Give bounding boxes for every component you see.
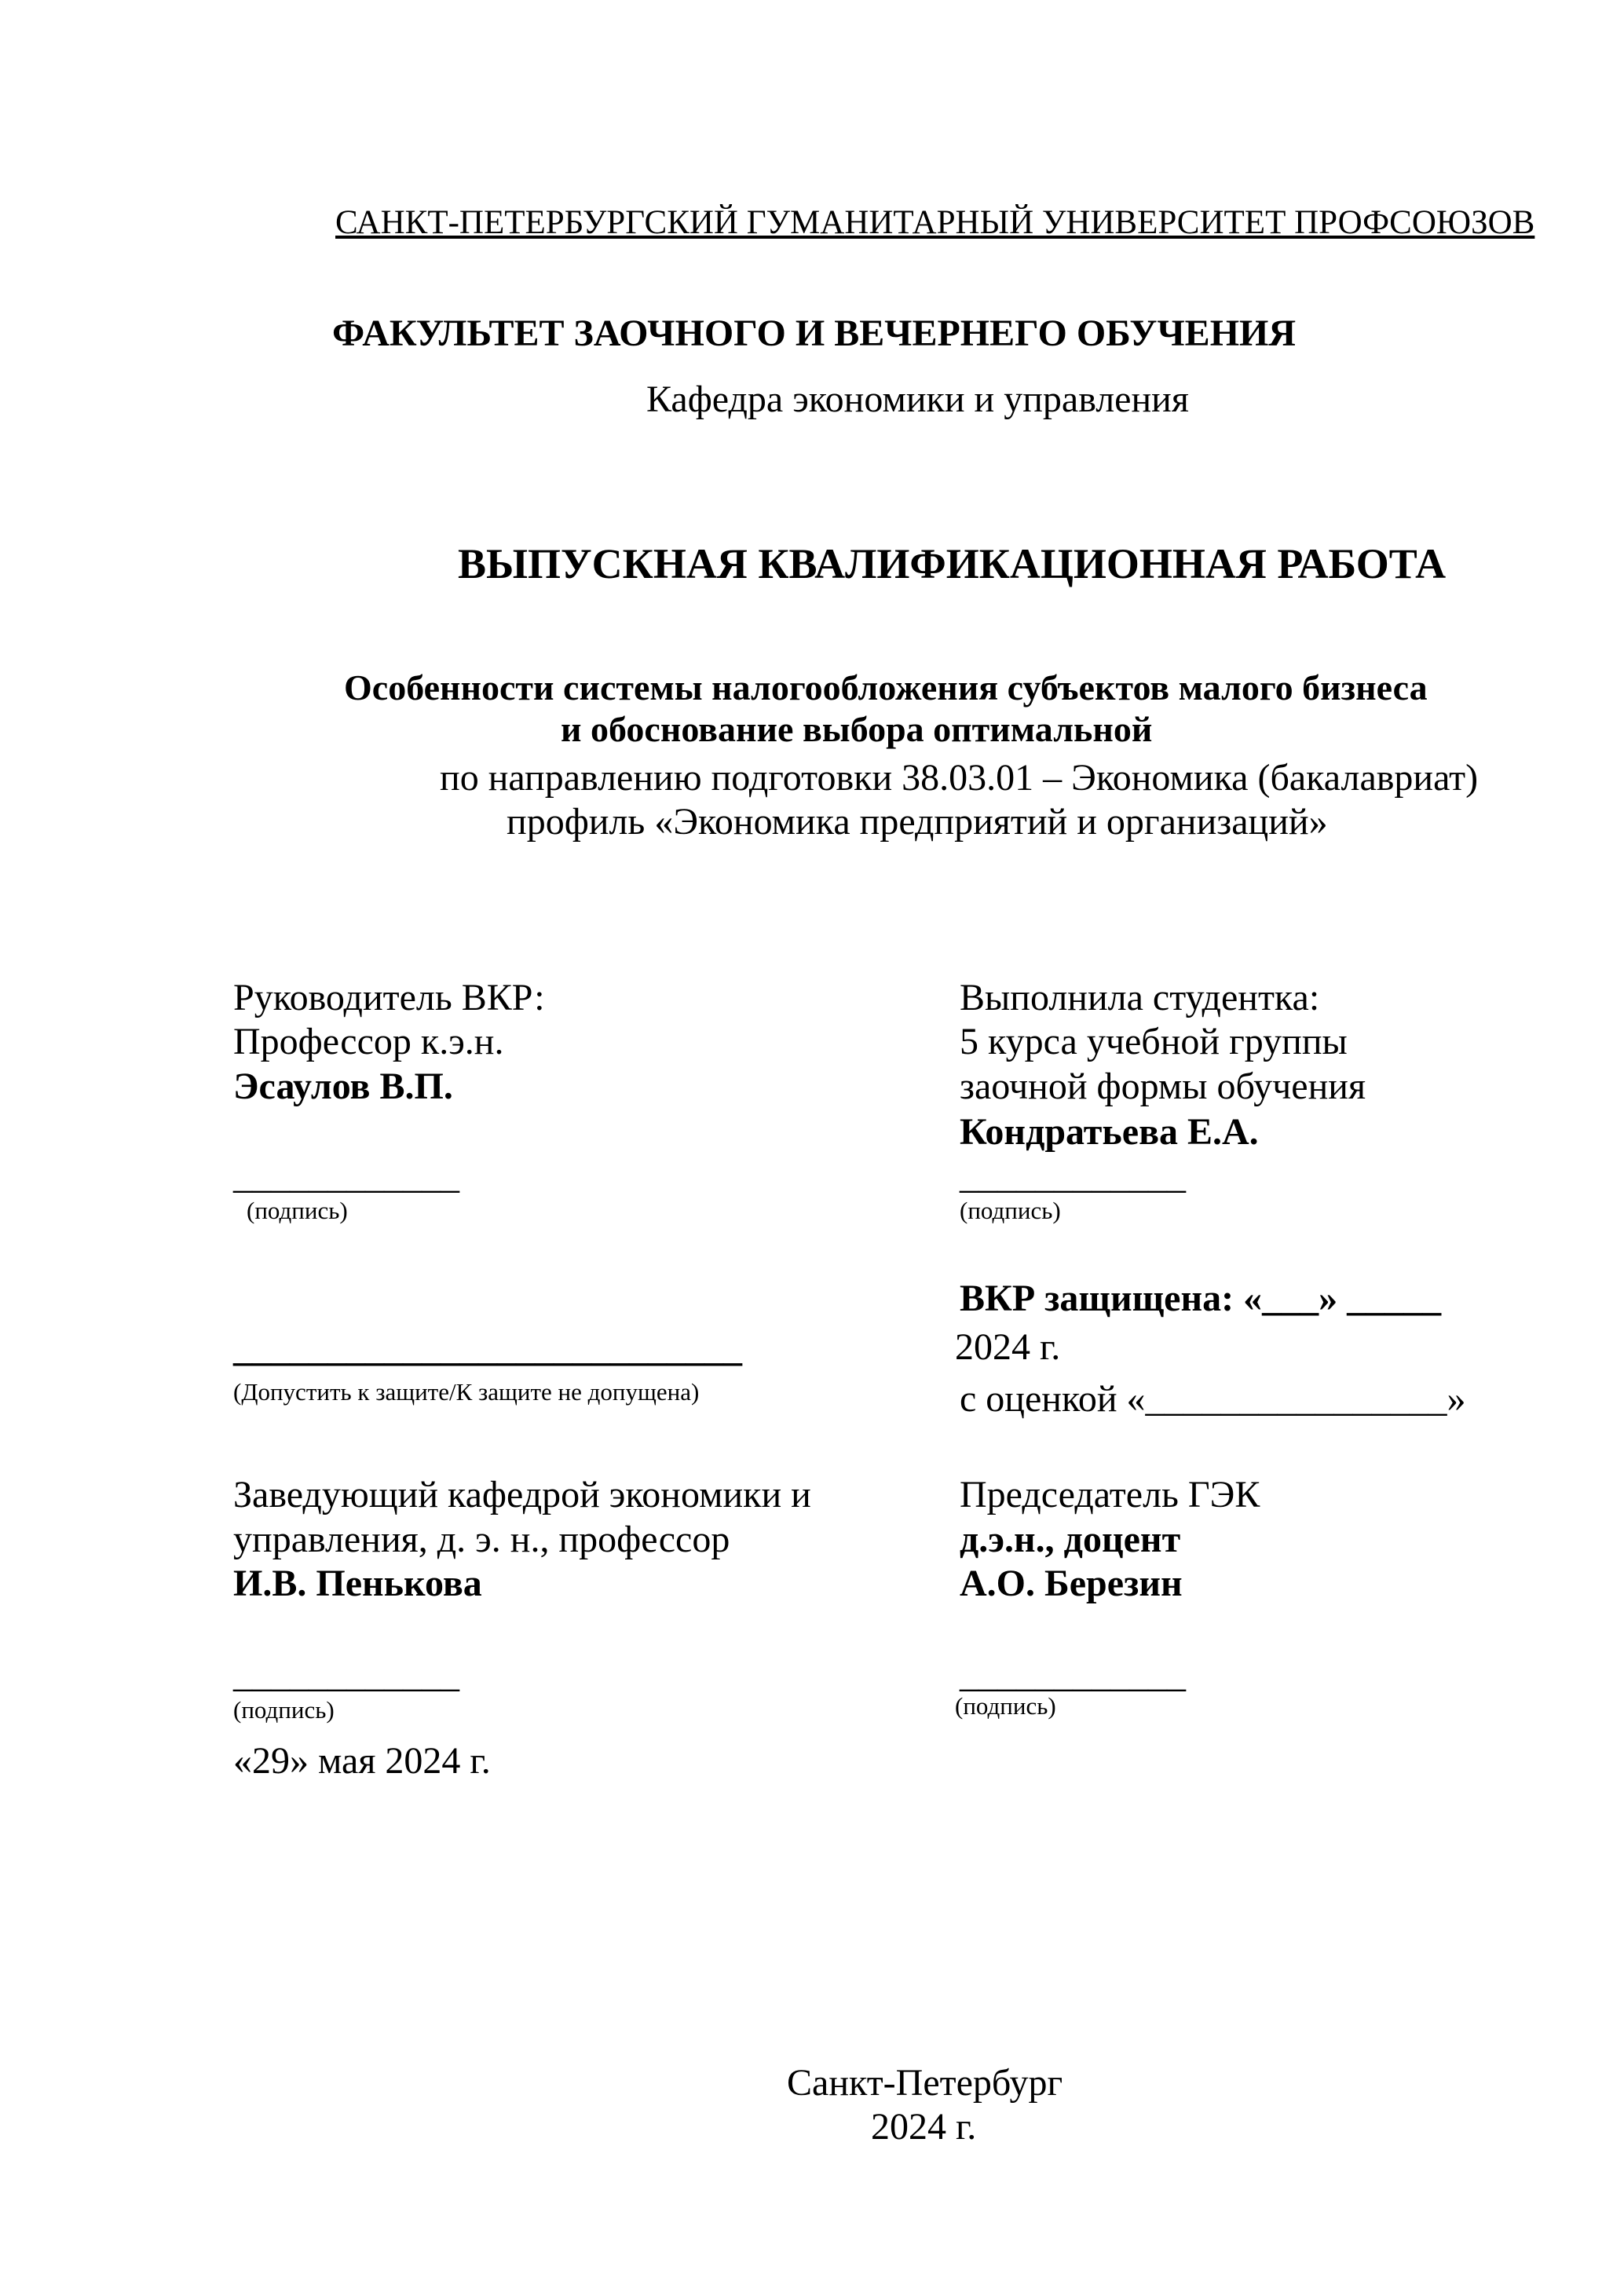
student-name: Кондратьева Е.А. <box>960 1111 1259 1153</box>
chair-degree: д.э.н., доцент <box>960 1519 1181 1560</box>
supervisor-label: Руководитель ВКР: <box>233 977 545 1018</box>
chair-name: А.О. Березин <box>960 1563 1183 1604</box>
footer-city: Санкт-Петербург <box>787 2062 1063 2104</box>
head-date: «29» мая 2024 г. <box>233 1740 491 1782</box>
head-signature-caption: (подпись) <box>233 1696 335 1724</box>
topic-line-1: Особенности системы налогообложения субъектов малого бизнеса <box>344 667 1428 707</box>
student-signature-caption: (подпись) <box>960 1197 1061 1224</box>
defense-label: ВКР защищена: «___» _____ <box>960 1278 1442 1319</box>
student-course: 5 курса учебной группы <box>960 1021 1348 1062</box>
student-label: Выполнила студентка: <box>960 977 1320 1018</box>
head-signature-line: ____________ <box>233 1654 459 1695</box>
student-signature-line: ____________ <box>960 1155 1186 1197</box>
topic-line-2: и обоснование выбора оптимальной <box>561 709 1153 749</box>
admission-caption: (Допустить к защите/К защите не допущена) <box>233 1378 700 1406</box>
supervisor-signature-caption: (подпись) <box>247 1197 348 1224</box>
university-name: САНКТ-ПЕТЕРБУРГСКИЙ ГУМАНИТАРНЫЙ УНИВЕРСИТЕТ ПРОФСОЮЗОВ <box>335 204 1535 241</box>
defense-year: 2024 г. <box>955 1326 1061 1368</box>
head-name: И.В. Пенькова <box>233 1563 482 1604</box>
document-title: ВЫПУСКНАЯ КВАЛИФИКАЦИОННАЯ РАБОТА <box>458 540 1447 587</box>
chair-signature-line: ____________ <box>960 1654 1186 1695</box>
head-title-line-2: управления, д. э. н., профессор <box>233 1519 730 1560</box>
footer-year: 2024 г. <box>871 2106 977 2148</box>
head-title-line-1: Заведующий кафедрой экономики и <box>233 1474 811 1515</box>
study-profile: профиль «Экономика предприятий и организаций» <box>507 801 1328 843</box>
department-name: Кафедра экономики и управления <box>646 378 1189 420</box>
student-study-form: заочной формы обучения <box>960 1066 1366 1107</box>
defense-grade: с оценкой «________________» <box>960 1378 1466 1420</box>
supervisor-position: Профессор к.э.н. <box>233 1021 504 1062</box>
supervisor-name: Эсаулов В.П. <box>233 1066 453 1107</box>
study-direction: по направлению подготовки 38.03.01 – Экономика (бакалавриат) <box>440 757 1479 799</box>
chair-title: Председатель ГЭК <box>960 1474 1260 1515</box>
chair-signature-caption: (подпись) <box>955 1692 1056 1720</box>
supervisor-signature-line: ____________ <box>233 1155 459 1197</box>
faculty-name: ФАКУЛЬТЕТ ЗАОЧНОГО И ВЕЧЕРНЕГО ОБУЧЕНИЯ <box>332 313 1297 354</box>
admission-line: ___________________________ <box>233 1328 742 1369</box>
